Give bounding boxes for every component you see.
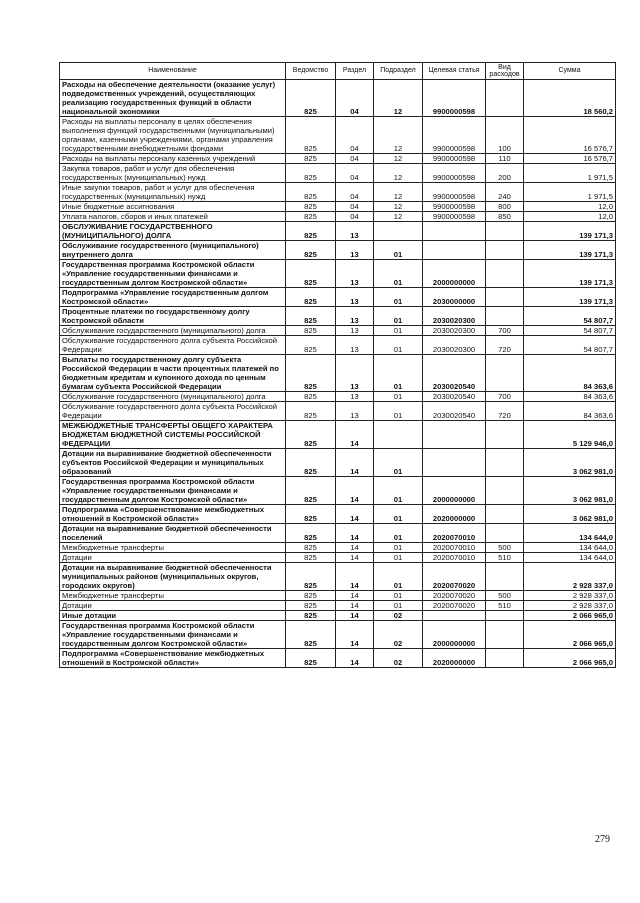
cell-target: 9900000598 — [423, 154, 486, 164]
cell-subsection: 01 — [374, 336, 423, 355]
cell-subsection: 01 — [374, 241, 423, 260]
cell-type — [486, 260, 524, 288]
cell-type — [486, 505, 524, 524]
table-row — [60, 601, 616, 611]
cell-sum: 84 363,6 — [524, 355, 616, 392]
cell-name: Подпрограмма «Управление государственным долгом Костромской области» — [60, 288, 286, 307]
cell-subsection: 12 — [374, 202, 423, 212]
table-row — [60, 563, 616, 591]
cell-name: Государственная программа Костромской области «Управление государственными финансами и государственным долгом Костромской области» — [60, 477, 286, 505]
cell-name: Дотации на выравнивание бюджетной обеспеченности субъектов Российской Федерации и муниципальных образований — [60, 449, 286, 477]
cell-type — [486, 80, 524, 117]
table-row — [60, 336, 616, 355]
cell-target: 2020070020 — [423, 591, 486, 601]
cell-section: 14 — [336, 477, 374, 505]
cell-type — [486, 649, 524, 668]
cell-subsection: 12 — [374, 183, 423, 202]
table-row — [60, 80, 616, 117]
cell-subsection: 01 — [374, 288, 423, 307]
cell-sum: 12,0 — [524, 212, 616, 222]
cell-name: Подпрограмма «Совершенствование межбюджетных отношений в Костромской области» — [60, 505, 286, 524]
cell-dept: 825 — [286, 260, 336, 288]
cell-subsection: 02 — [374, 621, 423, 649]
cell-dept: 825 — [286, 392, 336, 402]
cell-type — [486, 421, 524, 449]
cell-target: 2030020300 — [423, 336, 486, 355]
cell-target: 9900000598 — [423, 212, 486, 222]
cell-name: Иные дотации — [60, 611, 286, 621]
cell-section: 04 — [336, 80, 374, 117]
cell-name: Выплаты по государственному долгу субъекта Российской Федерации в части процентных платежей по бюджетным кредитам и купонного дохода по ценным бумагам субъекта Российской Федерации — [60, 355, 286, 392]
table-row — [60, 505, 616, 524]
cell-section: 04 — [336, 164, 374, 183]
cell-subsection — [374, 222, 423, 241]
cell-section: 14 — [336, 601, 374, 611]
cell-subsection: 02 — [374, 611, 423, 621]
cell-name: Межбюджетные трансферты — [60, 543, 286, 553]
cell-subsection: 02 — [374, 649, 423, 668]
cell-sum: 18 560,2 — [524, 80, 616, 117]
cell-target — [423, 222, 486, 241]
cell-dept: 825 — [286, 402, 336, 421]
cell-target: 2030020300 — [423, 326, 486, 336]
cell-dept: 825 — [286, 543, 336, 553]
cell-dept: 825 — [286, 202, 336, 212]
cell-name: Дотации — [60, 601, 286, 611]
table-row — [60, 154, 616, 164]
cell-sum: 5 129 946,0 — [524, 421, 616, 449]
cell-section: 14 — [336, 649, 374, 668]
header-target: Целевая статья — [423, 63, 486, 80]
cell-type — [486, 611, 524, 621]
cell-sum: 134 644,0 — [524, 543, 616, 553]
cell-subsection: 01 — [374, 392, 423, 402]
cell-subsection: 01 — [374, 402, 423, 421]
cell-dept: 825 — [286, 154, 336, 164]
cell-dept: 825 — [286, 621, 336, 649]
cell-subsection: 01 — [374, 563, 423, 591]
cell-dept: 825 — [286, 421, 336, 449]
cell-name: Иные бюджетные ассигнования — [60, 202, 286, 212]
cell-section: 13 — [336, 336, 374, 355]
table-row — [60, 326, 616, 336]
header-section: Раздел — [336, 63, 374, 80]
cell-name: Государственная программа Костромской области «Управление государственными финансами и государственным долгом Костромской области» — [60, 260, 286, 288]
cell-subsection: 12 — [374, 212, 423, 222]
cell-type: 720 — [486, 402, 524, 421]
cell-target: 2020000000 — [423, 649, 486, 668]
cell-dept: 825 — [286, 553, 336, 563]
cell-name: Расходы на выплаты персоналу казенных учреждений — [60, 154, 286, 164]
cell-sum: 2 066 965,0 — [524, 611, 616, 621]
page-number: 279 — [595, 834, 610, 845]
cell-type — [486, 621, 524, 649]
cell-target: 9900000598 — [423, 202, 486, 212]
cell-name: Обслуживание государственного (муниципального) долга — [60, 326, 286, 336]
cell-target: 2000000000 — [423, 477, 486, 505]
cell-type: 720 — [486, 336, 524, 355]
cell-sum: 84 363,6 — [524, 402, 616, 421]
cell-sum: 3 062 981,0 — [524, 477, 616, 505]
cell-dept: 825 — [286, 222, 336, 241]
cell-name: Межбюджетные трансферты — [60, 591, 286, 601]
cell-section: 14 — [336, 449, 374, 477]
cell-name: Уплата налогов, сборов и иных платежей — [60, 212, 286, 222]
cell-section: 13 — [336, 222, 374, 241]
cell-subsection: 12 — [374, 117, 423, 154]
table-row — [60, 477, 616, 505]
cell-sum: 134 644,0 — [524, 553, 616, 563]
cell-section: 13 — [336, 260, 374, 288]
cell-dept: 825 — [286, 355, 336, 392]
cell-sum: 139 171,3 — [524, 241, 616, 260]
cell-type: 500 — [486, 543, 524, 553]
cell-sum: 54 807,7 — [524, 336, 616, 355]
header-sum: Сумма — [524, 63, 616, 80]
cell-name: Государственная программа Костромской области «Управление государственными финансами и государственным долгом Костромской области» — [60, 621, 286, 649]
cell-target: 9900000598 — [423, 183, 486, 202]
cell-name: ОБСЛУЖИВАНИЕ ГОСУДАРСТВЕННОГО (МУНИЦИПАЛЬНОГО) ДОЛГА — [60, 222, 286, 241]
cell-sum: 2 928 337,0 — [524, 591, 616, 601]
cell-target — [423, 241, 486, 260]
cell-dept: 825 — [286, 80, 336, 117]
cell-type — [486, 288, 524, 307]
cell-dept: 825 — [286, 307, 336, 326]
cell-subsection: 01 — [374, 449, 423, 477]
cell-dept: 825 — [286, 591, 336, 601]
header-name: Наименование — [60, 63, 286, 80]
cell-section: 04 — [336, 117, 374, 154]
cell-section: 13 — [336, 355, 374, 392]
cell-type — [486, 307, 524, 326]
cell-subsection: 01 — [374, 553, 423, 563]
cell-target — [423, 611, 486, 621]
table-row — [60, 402, 616, 421]
cell-target: 2020070010 — [423, 553, 486, 563]
budget-table — [59, 62, 616, 668]
cell-subsection: 01 — [374, 591, 423, 601]
cell-target: 2030000000 — [423, 288, 486, 307]
table-row — [60, 591, 616, 601]
cell-subsection: 01 — [374, 524, 423, 543]
cell-dept: 825 — [286, 477, 336, 505]
cell-name: Дотации — [60, 553, 286, 563]
cell-subsection: 01 — [374, 543, 423, 553]
cell-section: 14 — [336, 611, 374, 621]
cell-target: 2000000000 — [423, 260, 486, 288]
table-row — [60, 392, 616, 402]
table-row — [60, 164, 616, 183]
cell-subsection: 01 — [374, 307, 423, 326]
cell-sum: 16 576,7 — [524, 117, 616, 154]
cell-sum: 2 928 337,0 — [524, 601, 616, 611]
table-row — [60, 212, 616, 222]
cell-sum: 1 971,5 — [524, 183, 616, 202]
cell-target: 2020070010 — [423, 524, 486, 543]
cell-name: Обслуживание государственного (муниципального) внутреннего долга — [60, 241, 286, 260]
cell-section: 04 — [336, 183, 374, 202]
table-row — [60, 183, 616, 202]
cell-sum: 12,0 — [524, 202, 616, 212]
cell-section: 04 — [336, 202, 374, 212]
cell-target: 2020070010 — [423, 543, 486, 553]
cell-section: 13 — [336, 326, 374, 336]
cell-subsection: 01 — [374, 355, 423, 392]
cell-dept: 825 — [286, 117, 336, 154]
cell-dept: 825 — [286, 611, 336, 621]
table-row — [60, 449, 616, 477]
cell-section: 04 — [336, 212, 374, 222]
cell-section: 14 — [336, 591, 374, 601]
cell-dept: 825 — [286, 649, 336, 668]
cell-section: 13 — [336, 288, 374, 307]
cell-section: 14 — [336, 421, 374, 449]
cell-section: 13 — [336, 402, 374, 421]
cell-dept: 825 — [286, 212, 336, 222]
table-row — [60, 202, 616, 212]
cell-subsection — [374, 421, 423, 449]
cell-target: 2020070020 — [423, 601, 486, 611]
cell-dept: 825 — [286, 449, 336, 477]
cell-name: МЕЖБЮДЖЕТНЫЕ ТРАНСФЕРТЫ ОБЩЕГО ХАРАКТЕРА БЮДЖЕТАМ БЮДЖЕТНОЙ СИСТЕМЫ РОССИЙСКОЙ ФЕДЕРАЦИИ — [60, 421, 286, 449]
cell-sum: 134 644,0 — [524, 524, 616, 543]
cell-target: 2030020540 — [423, 392, 486, 402]
cell-dept: 825 — [286, 524, 336, 543]
table-row — [60, 288, 616, 307]
cell-sum: 54 807,7 — [524, 307, 616, 326]
cell-target — [423, 449, 486, 477]
cell-subsection: 12 — [374, 154, 423, 164]
cell-type — [486, 524, 524, 543]
cell-name: Дотации на выравнивание бюджетной обеспеченности муниципальных районов (муниципальных округов, городских округов) — [60, 563, 286, 591]
cell-section: 14 — [336, 505, 374, 524]
header-type: Вид расходов — [486, 63, 524, 80]
table-body — [60, 80, 616, 668]
cell-sum: 139 171,3 — [524, 288, 616, 307]
cell-target: 9900000598 — [423, 117, 486, 154]
table-row — [60, 222, 616, 241]
cell-dept: 825 — [286, 326, 336, 336]
cell-name: Обслуживание государственного долга субъекта Российской Федерации — [60, 402, 286, 421]
cell-dept: 825 — [286, 601, 336, 611]
cell-target: 2020000000 — [423, 505, 486, 524]
cell-subsection: 01 — [374, 326, 423, 336]
cell-target: 9900000598 — [423, 164, 486, 183]
cell-dept: 825 — [286, 288, 336, 307]
cell-subsection: 12 — [374, 80, 423, 117]
cell-target: 9900000598 — [423, 80, 486, 117]
table-row — [60, 553, 616, 563]
cell-type: 800 — [486, 202, 524, 212]
cell-type: 510 — [486, 601, 524, 611]
table-row — [60, 611, 616, 621]
cell-section: 14 — [336, 543, 374, 553]
cell-sum: 16 576,7 — [524, 154, 616, 164]
table-row — [60, 260, 616, 288]
cell-subsection: 01 — [374, 505, 423, 524]
cell-sum: 2 928 337,0 — [524, 563, 616, 591]
cell-name: Расходы на обеспечение деятельности (оказание услуг) подведомственных учреждений, осуществляющих реализацию государственных функций в области национальной экономики — [60, 80, 286, 117]
cell-section: 04 — [336, 154, 374, 164]
cell-section: 13 — [336, 241, 374, 260]
cell-section: 14 — [336, 621, 374, 649]
cell-type: 850 — [486, 212, 524, 222]
table-row — [60, 241, 616, 260]
cell-name: Дотации на выравнивание бюджетной обеспеченности поселений — [60, 524, 286, 543]
table-row — [60, 421, 616, 449]
cell-dept: 825 — [286, 563, 336, 591]
cell-section: 14 — [336, 563, 374, 591]
cell-name: Подпрограмма «Совершенствование межбюджетных отношений в Костромской области» — [60, 649, 286, 668]
cell-dept: 825 — [286, 183, 336, 202]
cell-target — [423, 421, 486, 449]
cell-name: Расходы на выплаты персоналу в целях обеспечения выполнения функций государственными (муниципальными) органами, казенными учреждениями, органами управления государственными внебюджетными фондами — [60, 117, 286, 154]
cell-subsection: 12 — [374, 164, 423, 183]
cell-dept: 825 — [286, 164, 336, 183]
cell-type — [486, 449, 524, 477]
cell-target: 2020070020 — [423, 563, 486, 591]
cell-type: 700 — [486, 392, 524, 402]
cell-section: 13 — [336, 392, 374, 402]
cell-section: 13 — [336, 307, 374, 326]
cell-sum: 3 062 981,0 — [524, 505, 616, 524]
table-row — [60, 543, 616, 553]
cell-name: Процентные платежи по государственному долгу Костромской области — [60, 307, 286, 326]
cell-target: 2030020300 — [423, 307, 486, 326]
cell-sum: 139 171,3 — [524, 260, 616, 288]
cell-dept: 825 — [286, 505, 336, 524]
cell-subsection: 01 — [374, 260, 423, 288]
header-dept: Ведомство — [286, 63, 336, 80]
cell-type — [486, 222, 524, 241]
cell-sum: 54 807,7 — [524, 326, 616, 336]
cell-name: Закупка товаров, работ и услуг для обеспечения государственных (муниципальных) нужд — [60, 164, 286, 183]
cell-section: 14 — [336, 553, 374, 563]
cell-target: 2030020540 — [423, 402, 486, 421]
cell-name: Обслуживание государственного (муниципального) долга — [60, 392, 286, 402]
cell-type: 500 — [486, 591, 524, 601]
cell-dept: 825 — [286, 336, 336, 355]
cell-target: 2030020540 — [423, 355, 486, 392]
cell-subsection: 01 — [374, 601, 423, 611]
cell-sum: 139 171,3 — [524, 222, 616, 241]
cell-sum: 1 971,5 — [524, 164, 616, 183]
cell-type — [486, 563, 524, 591]
cell-sum: 2 066 965,0 — [524, 621, 616, 649]
table-row — [60, 524, 616, 543]
cell-type: 200 — [486, 164, 524, 183]
cell-sum: 2 066 965,0 — [524, 649, 616, 668]
table-row — [60, 621, 616, 649]
table-header-row — [60, 63, 616, 80]
cell-type: 700 — [486, 326, 524, 336]
cell-name: Обслуживание государственного долга субъекта Российской Федерации — [60, 336, 286, 355]
cell-type: 100 — [486, 117, 524, 154]
cell-type — [486, 241, 524, 260]
cell-name: Иные закупки товаров, работ и услуг для обеспечения государственных (муниципальных) нужд — [60, 183, 286, 202]
cell-type — [486, 477, 524, 505]
cell-type: 110 — [486, 154, 524, 164]
cell-section: 14 — [336, 524, 374, 543]
cell-type — [486, 355, 524, 392]
cell-sum: 84 363,6 — [524, 392, 616, 402]
cell-sum: 3 062 981,0 — [524, 449, 616, 477]
cell-target: 2000000000 — [423, 621, 486, 649]
table-row — [60, 117, 616, 154]
cell-dept: 825 — [286, 241, 336, 260]
cell-type: 240 — [486, 183, 524, 202]
cell-subsection: 01 — [374, 477, 423, 505]
table-row — [60, 649, 616, 668]
header-subsection: Подраздел — [374, 63, 423, 80]
cell-type: 510 — [486, 553, 524, 563]
table-row — [60, 307, 616, 326]
table-row — [60, 355, 616, 392]
